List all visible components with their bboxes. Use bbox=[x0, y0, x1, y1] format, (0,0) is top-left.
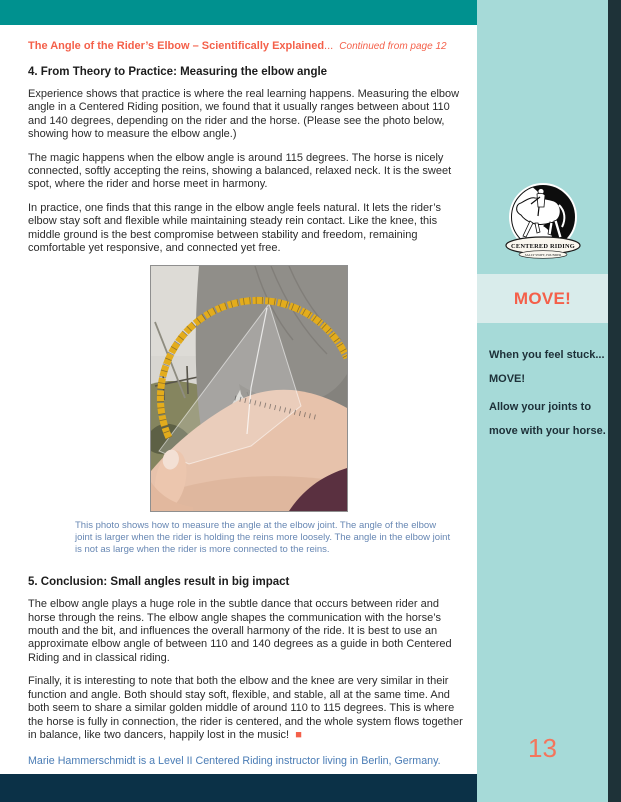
sidebar-tip-1-line-2: MOVE! bbox=[489, 373, 526, 385]
move-heading: MOVE! bbox=[513, 288, 572, 308]
logo-name-text: CENTERED RIDING bbox=[510, 243, 575, 250]
elbow-measurement-photo bbox=[150, 265, 348, 512]
right-sidebar bbox=[477, 0, 608, 802]
article-title-line bbox=[28, 40, 469, 52]
article-column bbox=[28, 25, 469, 769]
centered-riding-logo bbox=[504, 183, 582, 259]
author-note: Marie Hammerschmidt is a Level II Centered Riding instructor living in Berlin, Germany. bbox=[28, 755, 441, 768]
photo-caption: This photo shows how to measure the angle at the elbow joint. The angle of the elbow joint is larger when the rider is holding the reins more loosely. The angle in the elbow joint is not as large when the rider is more connected to the reins. bbox=[75, 520, 451, 555]
sidebar-tip-1 bbox=[489, 343, 608, 391]
section5-paragraph-2-text: Finally, it is interesting to note that both the elbow and the knee are very similar in their function and angle. Both should stay soft, flexible, and stable, all at the same time. And both seem to share a similar golden middle of around 110 to 115 degrees. This is where the horse is fully in connection, the rider is centered, and the whole system flows together in balance, like two dancers, happily lost in the music! bbox=[28, 675, 463, 741]
section4-heading: 4. From Theory to Practice: Measuring the elbow angle bbox=[28, 66, 328, 78]
continued-note: Continued from page 12 bbox=[339, 41, 447, 52]
sidebar-tip-2 bbox=[489, 395, 608, 443]
sidebar-tips bbox=[489, 343, 608, 443]
right-edge-strip bbox=[608, 0, 621, 802]
sidebar-tip-2-line-1: Allow your joints to bbox=[489, 401, 592, 413]
sidebar-tip-2-line-2: move with your horse. bbox=[489, 425, 606, 437]
section4-paragraph-3: In practice, one finds that this range in the elbow angle feels natural. It lets the rider’s elbow stay soft and flexible while maintaining steady rein contact. Like the knee, this middle ground is the best compromise between stability and freedom, remaining comfortable yet responsive, and connected yet free. bbox=[28, 201, 441, 255]
bottom-navy-band bbox=[0, 774, 477, 802]
section5-heading: 5. Conclusion: Small angles result in big impact bbox=[28, 576, 290, 589]
page-number: 13 bbox=[528, 733, 557, 763]
article-end-marker-icon: ■ bbox=[295, 728, 302, 741]
section4-paragraph-1: Experience shows that practice is where the real learning happens. Measuring the elbow angle in a Centered Riding position, we found that it usually ranges between about 110 and 140 degrees, depending on the rider and the horse. (Please see the photo below, showing how to measure the elbow angle.) bbox=[28, 88, 460, 141]
article-title: The Angle of the Rider’s Elbow – Scientifically Explained bbox=[28, 40, 325, 52]
section4-paragraph-2: The magic happens when the elbow angle is around 115 degrees. The horse is nicely connected, softly accepting the reins, showing a balanced, relaxed neck. It is the sweet spot, where the rider and horse meet in harmony. bbox=[28, 151, 452, 191]
logo-subtitle-text: SALLY SWIFT, FOUNDER bbox=[524, 252, 561, 257]
sidebar-tip-1-line-1: When you feel stuck... bbox=[489, 349, 605, 361]
section5-paragraph-1: The elbow angle plays a huge role in the subtle dance that occurs between rider and horse through the reins. The elbow angle shapes the communication with the horse’s mouth and the bit, and influences the overall harmony of the ride. It is best to use an approximate elbow angle of between 110 and 140 degrees as a guide in both Centered Riding and in classical riding. bbox=[28, 598, 452, 664]
move-heading-band bbox=[477, 274, 608, 323]
title-ellipsis: ... bbox=[324, 40, 334, 52]
top-teal-band bbox=[0, 0, 477, 25]
section5-paragraph-2 bbox=[28, 675, 469, 742]
